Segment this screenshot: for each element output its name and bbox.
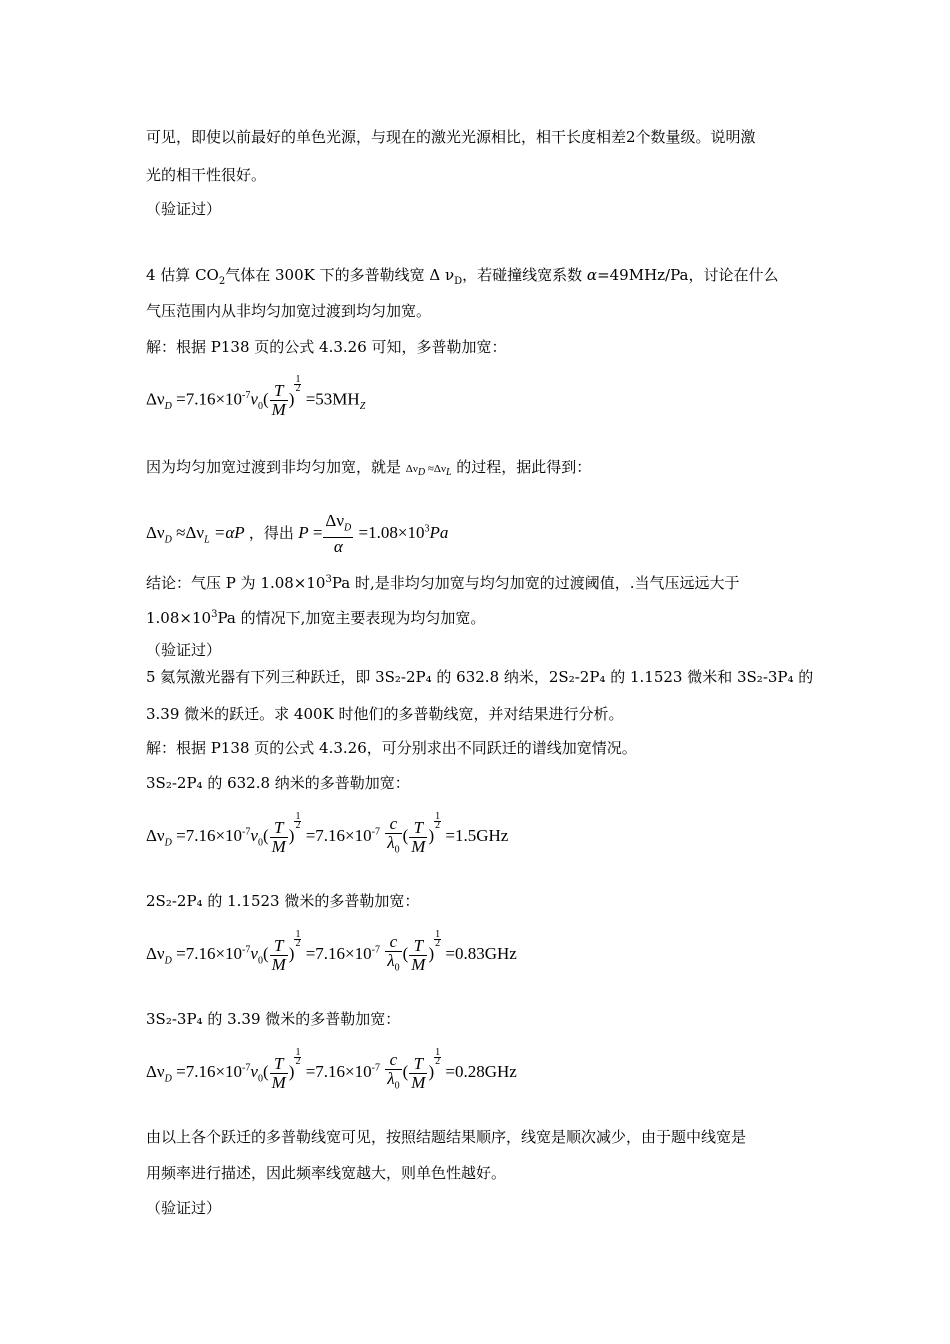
equation-doppler-1152nm: $\Delta\nu_D =7.16\times 10^{-7}\nu_0$( $\frac{T}{M}$ ) $\frac{1}{2}$ $=7.16\times 10^{-7}$ $\frac{c}{\lambda_0}$ ( $\frac{T}{M}$ ) $\frac{1}{2}$ =0.83GHz [146,929,517,974]
equation-pressure-threshold: $\Delta\nu_D \approx\Delta\nu_L =\alpha P$ ，得出 P = $\frac{\Delta\nu_D}{\alpha}$ $=1.08\times 10^3Pa$ [146,511,449,557]
conclusion-4-line2: $1.08\times 10^3Pa$ 的情况下,加宽主要表现为均匀加宽。 [146,609,486,627]
conclusion-5-line2: 用频率进行描述，因此频率线宽越大，则单色性越好。 [146,1164,507,1182]
question-5-line1: 5 氦氖激光器有下列三种跃迁，即 3S₂-2P₄ 的 632.8 纳米，2S₂-2P₄ 的 1.1523 微米和 3S₂-3P₄ 的 [146,668,814,686]
paragraph-coherence-line1: 可见，即使以前最好的单色光源，与现在的激光光源相比，相干长度相差2个数量级。说明激 [146,128,756,146]
transition-1-label: 3S₂-2P₄ 的 632.8 纳米的多普勒加宽： [146,774,410,792]
verified-note: （验证过） [146,200,222,218]
because-line: 因为均匀加宽过渡到非均匀加宽，就是 $\Delta\nu_D \approx\Delta\nu_L$ 的过程，据此得到： [146,458,592,479]
verified-note: （验证过） [146,641,222,659]
conclusion-4-line1: 结论：气压 P 为 $1.08\times 10^3Pa$ 时,是非均匀加宽与均匀加宽的过渡阈值，.当气压远远大于 [146,574,740,592]
question-4-line2: 气压范围内从非均匀加宽过渡到均匀加宽。 [146,302,432,320]
equation-doppler-3390nm: $\Delta\nu_D =7.16\times 10^{-7}\nu_0$( $\frac{T}{M}$ ) $\frac{1}{2}$ $=7.16\times 10^{-7}$ $\frac{c}{\lambda_0}$ ( $\frac{T}{M}$ ) $\frac{1}{2}$ =0.28GHz [146,1047,517,1092]
equation-doppler-632nm: $\Delta\nu_D =7.16\times 10^{-7}\nu_0$( $\frac{T}{M}$ ) $\frac{1}{2}$ $=7.16\times 10^{-7}$ $\frac{c}{\lambda_0}$ ( $\frac{T}{M}$ ) $\frac{1}{2}$ =1.5GHz [146,811,509,856]
conclusion-5-line1: 由以上各个跃迁的多普勒线宽可见，按照结题结果顺序，线宽是顺次减少，由于题中线宽是 [146,1128,747,1146]
transition-2-label: 2S₂-2P₄ 的 1.1523 微米的多普勒加宽： [146,892,420,910]
equation-doppler-width-co2: $\Delta\nu_D =7.16\times 10^{-7}\nu_0$( $\frac{T}{M}$ ) $\frac{1}{2}$ $=53MH_Z$ [146,374,366,419]
solution-4-intro: 解：根据 P138 页的公式 4.3.26 可知，多普勒加宽： [146,338,507,356]
paragraph-coherence-line2: 光的相干性很好。 [146,166,267,184]
transition-3-label: 3S₂-3P₄ 的 3.39 微米的多普勒加宽： [146,1010,401,1028]
solution-5-intro: 解：根据 P138 页的公式 4.3.26，可分别求出不同跃迁的谱线加宽情况。 [146,739,637,757]
question-5-line2: 3.39 微米的跃迁。求 400K 时他们的多普勒线宽，并对结果进行分析。 [146,705,624,723]
verified-note: （验证过） [146,1199,222,1217]
question-4-line1: 4 估算 $CO_2$气体在 300K 下的多普勒线宽 Δ $\nu_D$，若碰撞线宽系数 α=49MHz/Pa，讨论在什么 [146,266,779,287]
